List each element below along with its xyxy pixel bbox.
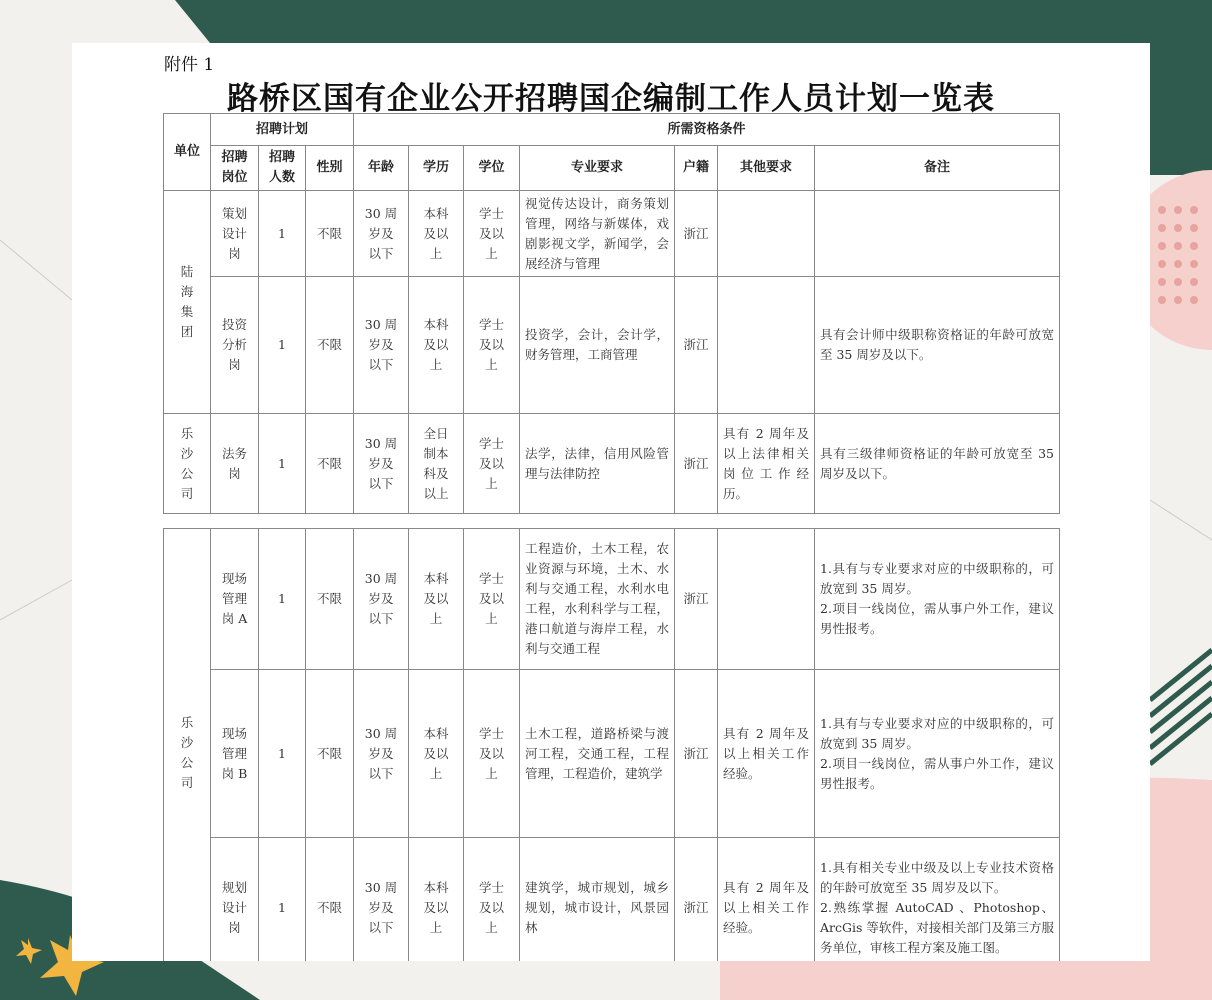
major-cell: 视觉传达设计，商务策划管理，网络与新媒体，戏剧影视文学，新闻学，会展经济与管理 <box>520 191 675 277</box>
remarks-cell <box>815 191 1060 277</box>
remarks-cell: 具有会计师中级职称资格证的年龄可放宽至 35 周岁及以下。 <box>815 277 1060 414</box>
hukou-cell: 浙江 <box>675 414 718 514</box>
major-cell: 工程造价，土木工程，农业资源与环境，土木、水利与交通工程，水利水电工程，水利科学与工程，港口航道与海岸工程，水利与交通工程 <box>520 529 675 670</box>
age-cell: 30 周 岁及 以下 <box>354 529 409 670</box>
header-position: 招聘 岗位 <box>211 146 259 191</box>
recruitment-table-part1 <box>163 113 1060 514</box>
age-cell: 30 周 岁及 以下 <box>354 277 409 414</box>
header-age: 年龄 <box>354 146 409 191</box>
table-row <box>164 838 1060 962</box>
header-remarks: 备注 <box>815 146 1060 191</box>
document-page <box>72 43 1150 961</box>
hukou-cell: 浙江 <box>675 670 718 838</box>
count-cell: 1 <box>259 838 306 962</box>
degree-cell: 学士 及以 上 <box>464 838 520 962</box>
other-cell <box>718 529 815 670</box>
count-cell: 1 <box>259 670 306 838</box>
gender-cell: 不限 <box>306 414 354 514</box>
hukou-cell: 浙江 <box>675 191 718 277</box>
major-cell: 建筑学，城市规划，城乡规划，城市设计，风景园林 <box>520 838 675 962</box>
count-cell: 1 <box>259 529 306 670</box>
annex-label: 附件 1 <box>164 55 215 75</box>
table-row <box>164 191 1060 277</box>
other-cell <box>718 191 815 277</box>
position-cell: 现场 管理 岗 A <box>211 529 259 670</box>
hukou-cell: 浙江 <box>675 529 718 670</box>
remarks-cell: 具有三级律师资格证的年龄可放宽至 35 周岁及以下。 <box>815 414 1060 514</box>
header-gender: 性别 <box>306 146 354 191</box>
table-row <box>164 670 1060 838</box>
position-cell: 策划 设计 岗 <box>211 191 259 277</box>
education-cell: 本科 及以 上 <box>409 670 464 838</box>
degree-cell: 学士 及以 上 <box>464 191 520 277</box>
position-cell: 现场 管理 岗 B <box>211 670 259 838</box>
gender-cell: 不限 <box>306 529 354 670</box>
gender-cell: 不限 <box>306 191 354 277</box>
major-cell: 土木工程，道路桥梁与渡河工程，交通工程，工程管理，工程造价，建筑学 <box>520 670 675 838</box>
degree-cell: 学士 及以 上 <box>464 670 520 838</box>
gender-cell: 不限 <box>306 277 354 414</box>
remarks-cell: 1.具有相关专业中级及以上专业技术资格的年龄可放宽至 35 周岁及以下。 2.熟练掌握 AutoCAD 、Photoshop、ArcGis 等软件，对接相关部门及第三方服务单位，审核工程方案及施工图。 <box>815 838 1060 962</box>
header-unit: 单位 <box>164 114 211 191</box>
age-cell: 30 周 岁及 以下 <box>354 414 409 514</box>
header-plan: 招聘计划 <box>211 114 354 146</box>
count-cell: 1 <box>259 191 306 277</box>
education-cell: 本科 及以 上 <box>409 838 464 962</box>
position-cell: 投资 分析 岗 <box>211 277 259 414</box>
count-cell: 1 <box>259 277 306 414</box>
major-cell: 投资学，会计，会计学，财务管理，工商管理 <box>520 277 675 414</box>
recruitment-table-part2 <box>163 528 1060 961</box>
header-major: 专业要求 <box>520 146 675 191</box>
header-count: 招聘 人数 <box>259 146 306 191</box>
header-hukou: 户籍 <box>675 146 718 191</box>
education-cell: 全日 制本 科及 以上 <box>409 414 464 514</box>
degree-cell: 学士 及以 上 <box>464 529 520 670</box>
header-degree: 学位 <box>464 146 520 191</box>
age-cell: 30 周 岁及 以下 <box>354 670 409 838</box>
header-other: 其他要求 <box>718 146 815 191</box>
other-cell: 具有 2 周年及以上法律相关岗位工作经历。 <box>718 414 815 514</box>
table-row <box>164 414 1060 514</box>
table-row <box>164 529 1060 670</box>
age-cell: 30 周 岁及 以下 <box>354 838 409 962</box>
other-cell <box>718 277 815 414</box>
major-cell: 法学，法律，信用风险管理与法律防控 <box>520 414 675 514</box>
education-cell: 本科 及以 上 <box>409 277 464 414</box>
table-row <box>164 277 1060 414</box>
gender-cell: 不限 <box>306 838 354 962</box>
unit-cell: 乐沙 公司 <box>164 529 211 962</box>
document-title: 路桥区国有企业公开招聘国企编制工作人员计划一览表 <box>227 81 995 117</box>
education-cell: 本科 及以 上 <box>409 529 464 670</box>
position-cell: 规划 设计 岗 <box>211 838 259 962</box>
count-cell: 1 <box>259 414 306 514</box>
position-cell: 法务 岗 <box>211 414 259 514</box>
education-cell: 本科 及以 上 <box>409 191 464 277</box>
hukou-cell: 浙江 <box>675 838 718 962</box>
hukou-cell: 浙江 <box>675 277 718 414</box>
remarks-cell: 1.具有与专业要求对应的中级职称的，可放宽到 35 周岁。 2.项目一线岗位，需从事户外工作，建议男性报考。 <box>815 529 1060 670</box>
remarks-cell: 1.具有与专业要求对应的中级职称的，可放宽到 35 周岁。 2.项目一线岗位，需从事户外工作，建议男性报考。 <box>815 670 1060 838</box>
unit-cell: 乐沙 公司 <box>164 414 211 514</box>
other-cell: 具有 2 周年及以上相关工作经验。 <box>718 838 815 962</box>
header-education: 学历 <box>409 146 464 191</box>
gender-cell: 不限 <box>306 670 354 838</box>
degree-cell: 学士 及以 上 <box>464 414 520 514</box>
age-cell: 30 周 岁及 以下 <box>354 191 409 277</box>
header-qualifications: 所需资格条件 <box>354 114 1060 146</box>
other-cell: 具有 2 周年及以上相关工作经验。 <box>718 670 815 838</box>
unit-cell: 陆海 集团 <box>164 191 211 414</box>
degree-cell: 学士 及以 上 <box>464 277 520 414</box>
